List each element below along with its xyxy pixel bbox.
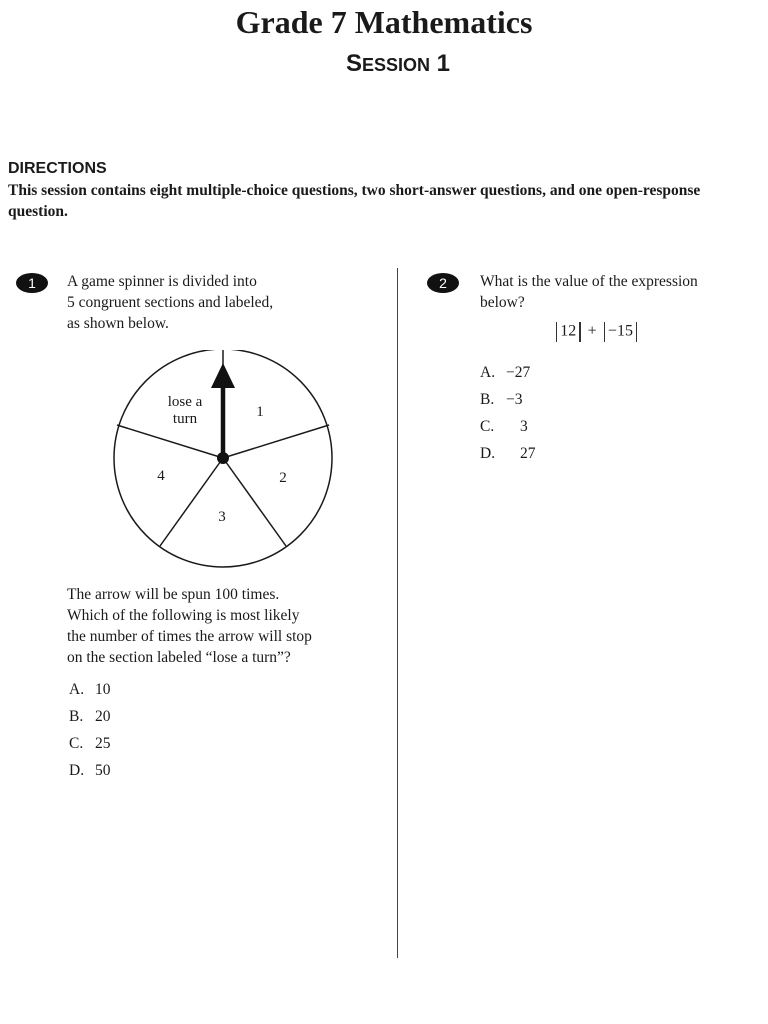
spinner-divider [160,458,223,546]
abs-bar [579,322,580,342]
expr-term-a: 12 [560,322,577,340]
page-title: Grade 7 Mathematics [235,4,533,40]
choice-value: 10 [95,681,111,698]
question-line: on the section labeled “lose a turn”? [67,649,291,666]
choice-value: 27 [520,445,536,462]
choice-label: D. [480,445,496,462]
expr-term-b: −15 [607,322,633,340]
label-section-1: 1 [256,404,264,420]
choice-label: C. [480,418,495,435]
spinner-diagram [100,350,350,570]
session-title [0,50,768,78]
absolute-value-expression [553,322,640,342]
intro-line: 5 congruent sections and labeled, [67,294,274,311]
choice-label: B. [480,391,495,408]
spinner-arrow-head [211,363,235,388]
choice-label: B. [69,708,84,725]
choice-label: D. [69,762,85,779]
choice-value: −3 [506,391,523,408]
label-section-3: 3 [218,509,226,525]
choice-label: A. [69,681,85,698]
question-line: below? [480,294,525,311]
abs-bar [604,322,605,342]
choice-value: −27 [506,364,531,381]
choice-value: 3 [520,418,528,435]
choice-a[interactable] [480,364,546,382]
directions-heading: DIRECTIONS [8,160,107,177]
expr-operator: + [587,322,597,340]
choice-value: 20 [95,708,111,725]
spinner-divider [223,425,329,458]
session-number: 1 [436,50,451,77]
question-line: What is the value of the expression [480,273,698,290]
choice-c[interactable] [480,418,560,436]
spinner-divider [117,425,223,458]
question-line: The arrow will be spun 100 times. [67,586,280,603]
label-turn: turn [172,411,198,427]
choice-a[interactable] [69,681,135,699]
question-number-badge: 1 [16,273,48,293]
question-2-text [480,271,698,313]
choice-label: C. [69,735,84,752]
choice-d[interactable] [69,762,135,780]
choice-b[interactable] [480,391,546,409]
choice-b[interactable] [69,708,135,726]
question-line: Which of the following is most likely [67,607,300,624]
question-line: the number of times the arrow will stop [67,628,312,645]
label-section-2: 2 [279,470,287,486]
question-1-intro [67,271,273,334]
choice-d[interactable] [480,445,560,463]
spinner-pivot [217,452,229,464]
label-lose-a: lose a [167,394,203,410]
question-1-text [67,584,312,668]
abs-bar [556,322,557,342]
question-number-badge: 2 [427,273,459,293]
label-section-4: 4 [157,468,165,484]
session-word-rest: ESSION [361,55,430,75]
session-initial: S [345,50,362,77]
column-divider [397,268,398,958]
choice-label: A. [480,364,496,381]
abs-bar [636,322,637,342]
choice-value: 25 [95,735,111,752]
choice-value: 50 [95,762,111,779]
intro-line: as shown below. [67,315,169,332]
intro-line: A game spinner is divided into [67,273,257,290]
choice-c[interactable] [69,735,135,753]
directions-text: This session contains eight multiple-choice questions, two short-answer questions, and one open-response question. [8,182,701,220]
spinner-divider [223,458,286,546]
